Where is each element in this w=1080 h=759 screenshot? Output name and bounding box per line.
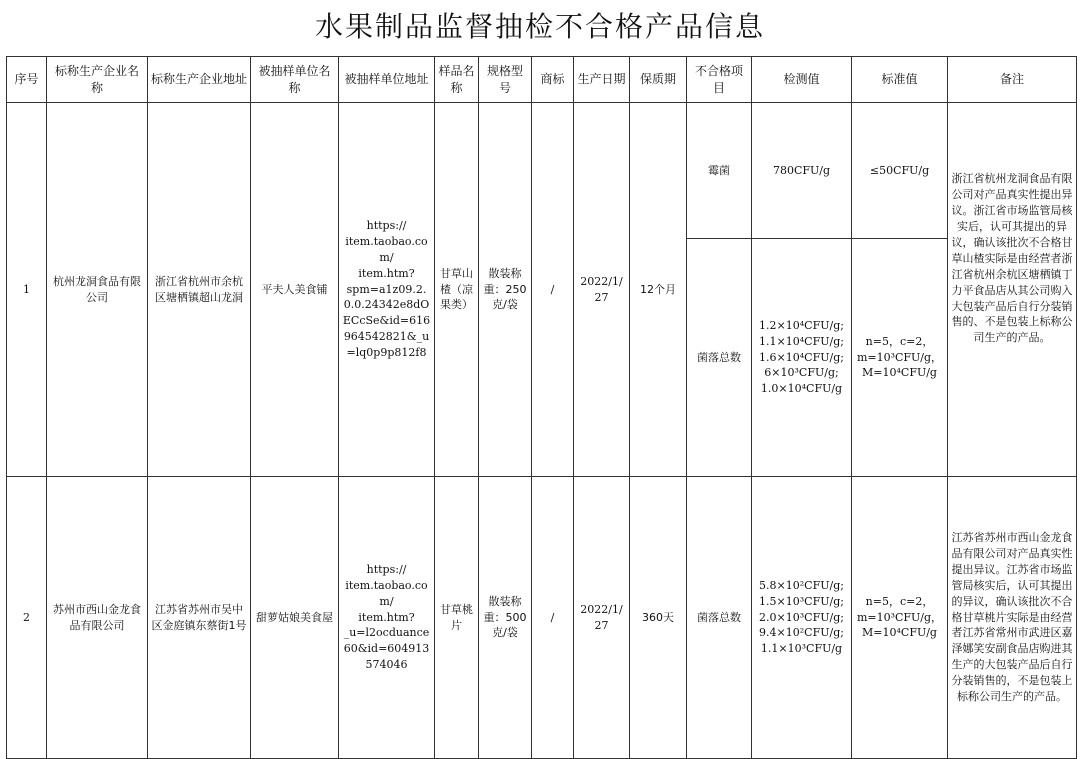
cell-seq: 1 (7, 103, 47, 477)
cell-failed-item: 菌落总数 (687, 239, 752, 477)
results-table (6, 56, 1077, 759)
table-header-row (7, 57, 1077, 103)
cell-sampled-unit-address: https:// item.taobao.com/ item.htm? spm=a1z09.2.0.0.24342e8dOECcSe&id=616964542821&_u=lq0p9p812f8 (339, 103, 435, 477)
col-header-measured-value: 检测值 (752, 57, 852, 103)
cell-remark: 浙江省杭州龙洞食品有限公司对产品真实性提出异议。浙江省市场监管局核实后，认可其提出的异议，确认该批次不合格甘草山楂实际是由经营者浙江省杭州余杭区塘栖镇丁力平食品店从其公司购入大包装产品后自行分装销售的、不是包装上标称公司生产的产品。 (948, 103, 1077, 477)
cell-producer-address: 江苏省苏州市吴中区金庭镇东蔡街1号 (148, 477, 251, 759)
col-header-producer-address: 标称生产企业地址 (148, 57, 251, 103)
cell-standard-value: n=5，c=2， m=10³CFU/g， M=10⁴CFU/g (852, 239, 948, 477)
cell-spec: 散装称重：500克/袋 (479, 477, 532, 759)
page-title: 水果制品监督抽检不合格产品信息 (314, 10, 765, 43)
cell-sample-name: 甘草山楂（凉果类） (435, 103, 479, 477)
cell-measured-value: 780CFU/g (752, 103, 852, 239)
col-header-producer-name: 标称生产企业名称 (47, 57, 148, 103)
cell-standard-value: ≤50CFU/g (852, 103, 948, 239)
cell-spec: 散装称重：250克/袋 (479, 103, 532, 477)
col-header-spec: 规格型号 (479, 57, 532, 103)
cell-production-date: 2022/1/27 (574, 103, 630, 477)
cell-failed-item: 菌落总数 (687, 477, 752, 759)
cell-trademark: / (532, 477, 574, 759)
cell-sample-name: 甘草桃片 (435, 477, 479, 759)
cell-sampled-unit-name: 平夫人美食铺 (251, 103, 339, 477)
cell-producer-address: 浙江省杭州市余杭区塘栖镇超山龙洞 (148, 103, 251, 477)
cell-shelf-life: 360天 (630, 477, 687, 759)
col-header-seq: 序号 (7, 57, 47, 103)
col-header-shelf-life: 保质期 (630, 57, 687, 103)
table-row (7, 477, 1077, 759)
col-header-trademark: 商标 (532, 57, 574, 103)
cell-measured-value: 5.8×10²CFU/g; 1.5×10³CFU/g; 2.0×10³CFU/g; 9.4×10²CFU/g; 1.1×10³CFU/g (752, 477, 852, 759)
cell-standard-value: n=5，c=2， m=10³CFU/g， M=10⁴CFU/g (852, 477, 948, 759)
cell-measured-value: 1.2×10⁴CFU/g; 1.1×10⁴CFU/g; 1.6×10⁴CFU/g; 6×10³CFU/g; 1.0×10⁴CFU/g (752, 239, 852, 477)
cell-producer-name: 苏州市西山金龙食品有限公司 (47, 477, 148, 759)
cell-trademark: / (532, 103, 574, 477)
col-header-sampled-unit-address: 被抽样单位地址 (339, 57, 435, 103)
col-header-sample-name: 样品名称 (435, 57, 479, 103)
cell-remark: 江苏省苏州市西山金龙食品有限公司对产品真实性提出异议。江苏省市场监管局核实后，认可其提出的异议，确认该批次不合格甘草桃片实际是由经营者江苏省常州市武进区嘉泽娜笑安副食品店购进其生产的大包装产品后自行分装销售的，不是包装上标称公司生产的产品。 (948, 477, 1077, 759)
cell-seq: 2 (7, 477, 47, 759)
col-header-standard-value: 标准值 (852, 57, 948, 103)
cell-shelf-life: 12个月 (630, 103, 687, 477)
col-header-production-date: 生产日期 (574, 57, 630, 103)
table-row (7, 103, 1077, 239)
col-header-sampled-unit-name: 被抽样单位名称 (251, 57, 339, 103)
cell-producer-name: 杭州龙洞食品有限公司 (47, 103, 148, 477)
cell-failed-item: 霉菌 (687, 103, 752, 239)
col-header-remark: 备注 (948, 57, 1077, 103)
cell-production-date: 2022/1/27 (574, 477, 630, 759)
col-header-failed-item: 不合格项目 (687, 57, 752, 103)
cell-sampled-unit-name: 甜萝姑娘美食屋 (251, 477, 339, 759)
cell-sampled-unit-address: https:// item.taobao.com/ item.htm? _u=l2ocduance60&id=604913574046 (339, 477, 435, 759)
